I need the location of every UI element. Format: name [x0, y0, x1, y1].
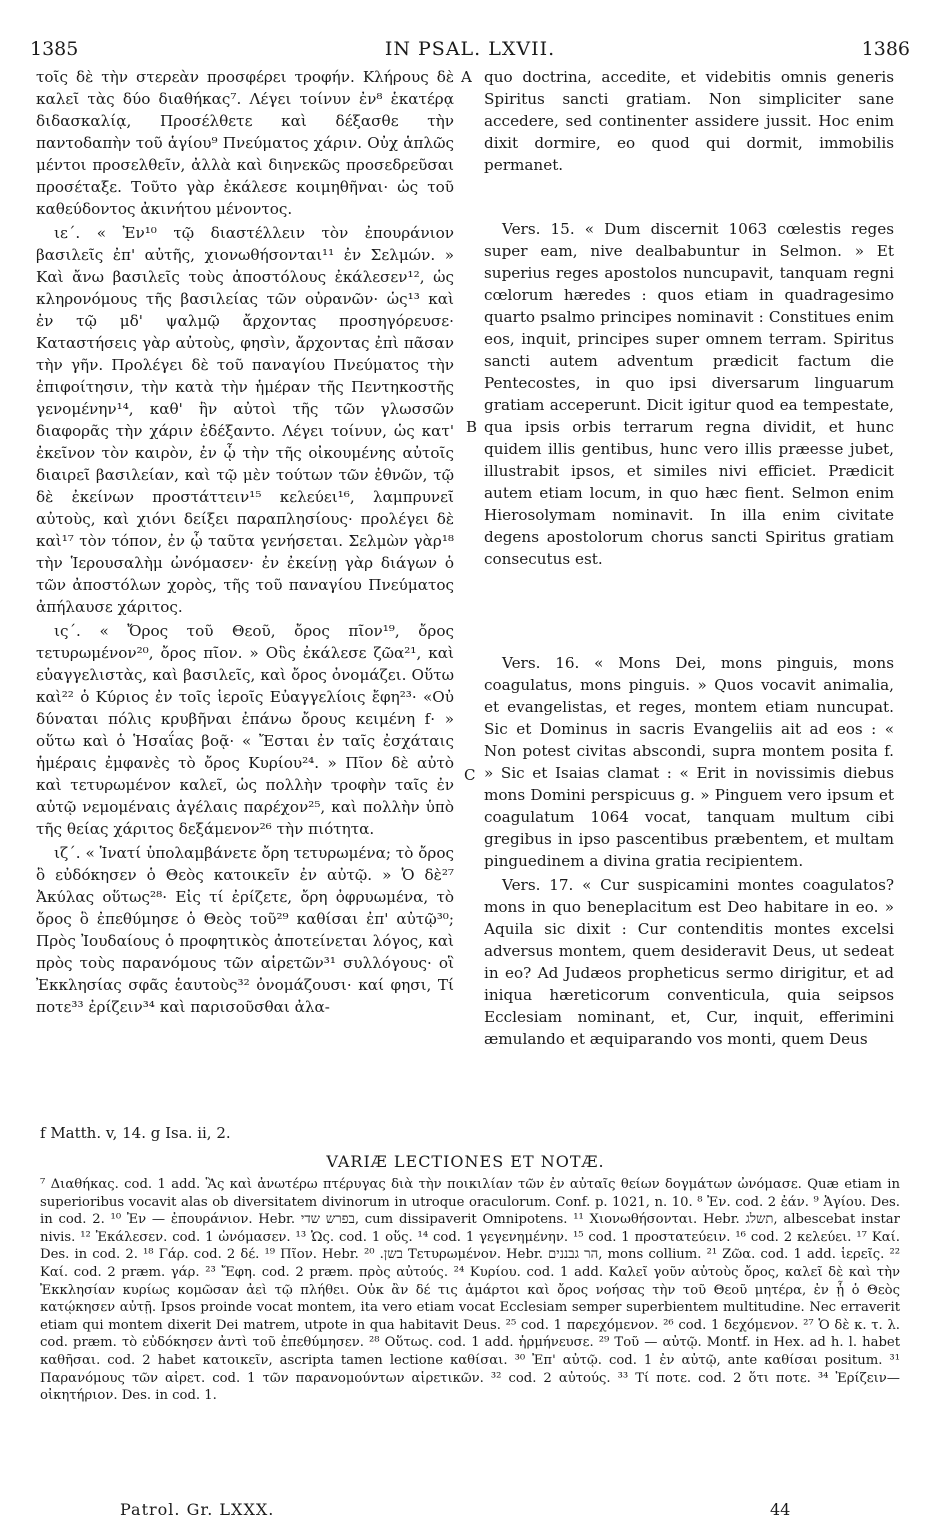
series-signature: Patrol. Gr. LXXX. — [120, 1500, 275, 1519]
greek-paragraph-4: ιζ΄. « Ἱνατί ὑπολαμβάνετε ὄρη τετυρωμένα; τὸ ὄρος ὃ εὐδόκησεν ὁ Θεὸς κατοικεῖν ἐν αὐτῷ. » Ὁ δὲ²⁷ Ἀκύλας οὕτως²⁸· Εἰς τί ἐρίζετε, ὄρη ὀφρυωμένα, τὸ ὄρος ὃ ἐπεθύμησε ὁ Θεὸς τοῦ²⁹ καθίσαι ἐπ' αὐτῷ³⁰; Πρὸς Ἰουδαίους ὁ προφητικὸς ἀποτείνεται λόγος, καὶ πρὸς τοὺς παρανόμους τῶν αἱρετῶν³¹ συλλόγους· οἳ Ἐκκλησίας σφᾶς ἑαυτοὺς³² ὀνομάζουσι· καί φησι, Τί ποτε³³ ἐρίζειν³⁴ καὶ παρισοῦσθαι ἀλα- — [36, 844, 454, 1016]
margin-letter-c: C — [464, 766, 476, 784]
latin-paragraph-3: Vers. 16. « Mons Dei, mons pinguis, mons coagulatus, mons pinguis. » Quos vocavit animalia, et evangelistas, et reges, montem etiam nuncupat. Sic et Dominus in sacris Evangeliis ait ad eos : « Non potest civitas abscondi, supra montem posita f. » Sic et Isaias clamat : « Erit in novissimis diebus mons Domini perspicuus g. » Pinguem vero ipsum et coagulatum 1064 vocat, tanquam multum cibi gregibus in ipso pascentibus præbentem, et multam pinguedinem a divina gratia recipientem. — [484, 654, 894, 870]
page-header — [30, 38, 910, 64]
right-page-number: 1386 — [861, 38, 910, 60]
greek-paragraph-2: ιε΄. « Ἐν¹⁰ τῷ διαστέλλειν τὸν ἐπουράνιον βασιλεῖς ἐπ' αὐτῆς, χιονωθήσονται¹¹ ἐν Σελμών. » Καὶ ἄνω βασιλεῖς τοὺς ἀποστόλους ἐκάλεσεν¹², ὡς κληρονόμους τῆς βασιλείας τῶν οὐρανῶν· ὡς¹³ καὶ ἐν τῷ μδ' ψαλμῷ ἄρχοντας προσηγόρευσε· Καταστήσεις γὰρ αὐτοὺς, φησὶν, ἄρχοντας ἐπὶ πᾶσαν τὴν γῆν. Προλέγει δὲ τοῦ παναγίου Πνεύματος τὴν ἐπιφοίτησιν, τὴν κατὰ τὴν ἡμέραν τῆς Πεντηκοστῆς γενομένην¹⁴, καθ' ἣν αὐτοὶ τῆς τῶν γλωσσῶν διαφορᾶς τὴν χάριν ἐδέξαντο. Λέγει τοίνυν, ὡς κατ' ἐκεῖνον τὸν καιρὸν, ἐν ᾧ τὴν τῆς οἰκουμένης αὐτοῖς διαιρεῖ βασιλείαν, καὶ τῷ μὲν τούτων τῶν ἐθνῶν, τῷ δὲ ἐκείνων προστάττειν¹⁵ κελεύει¹⁶, λαμπρυνεῖ αὐτοὺς, καὶ χιόνι δείξει παραπλησίους· προλέγει δὲ καὶ¹⁷ τὸν τόπον, ἐν ᾧ ταῦτα γενήσεται. Σελμὼν γὰρ¹⁸ τὴν Ἱερουσαλὴμ ὠνόμασεν· ἐν ἐκείνῃ γὰρ διάγων ὁ τῶν ἀποστόλων χορὸς, τῆς τοῦ παναγίου Πνεύματος ἀπήλαυσε χάριτος. — [36, 224, 454, 616]
latin-column — [484, 66, 894, 1136]
margin-letter-a: A — [461, 68, 472, 86]
signature-number: 44 — [770, 1500, 791, 1519]
notes-heading: VARIÆ LECTIONES ET NOTÆ. — [326, 1152, 605, 1171]
margin-letter-b: B — [466, 418, 478, 436]
left-page-number: 1385 — [30, 38, 79, 60]
greek-paragraph-1: τοῖς δὲ τὴν στερεὰν προσφέρει τροφήν. Κλήρους δὲ καλεῖ τὰς δύο διαθήκας⁷. Λέγει τοίνυν ἐν⁸ ἑκατέρᾳ διδασκαλίᾳ, Προσέλθετε καὶ δέξασθε τὴν παντοδαπὴν τοῦ ἁγίου⁹ Πνεύματος χάριν. Οὐχ ἁπλῶς μέντοι προσελθεῖν, ἀλλὰ καὶ διηνεκῶς προσεδρεῦσαι προσέταξε. Τοῦτο γὰρ ἐκάλεσε κοιμηθῆναι· ὡς τοῦ καθεύδοντος ἀκινήτου μένοντος. — [36, 68, 454, 218]
spacer — [484, 178, 894, 218]
scripture-footnotes: f Matth. v, 14. g Isa. ii, 2. — [40, 1124, 231, 1142]
greek-paragraph-3: ις΄. « Ὄρος τοῦ Θεοῦ, ὄρος πῖον¹⁹, ὄρος τετυρωμένον²⁰, ὄρος πῖον. » Οὓς ἐκάλεσε ζῶα²¹, καὶ εὐαγγελιστὰς, καὶ βασιλεῖς, καὶ ὄρος ὀνομάζει. Οὕτω καὶ²² ὁ Κύριος ἐν τοῖς ἱεροῖς Εὐαγγελίοις ἔφη²³· «Οὐ δύναται πόλις κρυβῆναι ἐπάνω ὄρους κειμένη f· » οὕτω καὶ ὁ Ἡσαΐας βοᾷ· « Ἔσται ἐν ταῖς ἐσχάταις ἡμέραις ἐμφανὲς τὸ ὄρος Κυρίου²⁴. » Πῖον δὲ αὐτὸ καὶ τετυρωμένον καλεῖ, ὡς πολλὴν τροφὴν ταῖς ἐν αὐτῷ νεμομέναις ἀγέλαις παρέχον²⁵, καὶ πολλὴν ὑπὸ τῆς θείας χάριτος δεξάμενον²⁶ τὴν πιότητα. — [36, 622, 454, 838]
greek-column — [36, 66, 454, 1136]
latin-paragraph-1: quo doctrina, accedite, et videbitis omnis generis Spiritus sancti gratiam. Non simpliciter sane accedere, sed continenter assidere jussit. Hoc enim dixit dormire, eo quod qui dormit, immobilis permanet. — [484, 68, 894, 174]
latin-paragraph-4: Vers. 17. « Cur suspicamini montes coagulatos? mons in quo beneplacitum est Deo habitare in eo. » Aquila sic dixit : Cur contenditis montes excelsi adversus montem, quem desideravit Deus, ut sedeat in eo? Ad Judæos propheticus sermo dirigitur, et ad iniqua hæreticorum conventicula, quia seipsos Ecclesiam nominant, et, Cur, inquit, efferimini æmulando et æquiparando vos monti, quem Deus — [484, 876, 894, 1048]
variant-readings-notes: ⁷ Διαθήκας. cod. 1 add. Ἃς καὶ ἀνωτέρω πτέρυγας διὰ τὴν ποικιλίαν τῶν ἐν αὐταῖς θείων δογμάτων ὠνόμασε. Quæ etiam in superioribus vocavit alas ob diversitatem divinorum in utroque oraculorum. Conf. p. 1021, n. 10. ⁸ Ἐν. cod. 2 ἐάν. ⁹ Ἁγίου. Des. in cod. 2. ¹⁰ Ἐν — ἐπουράνιον. Hebr. בפרש שדי, cum dissipaverit Omnipotens. ¹¹ Χιονωθήσονται. Hebr. תשלג, albescebat instar nivis. ¹² Ἐκάλεσεν. cod. 1 ὠνόμασεν. ¹³ Ὡς. cod. 1 οὕς. ¹⁴ cod. 1 γεγενημένην. ¹⁵ cod. 1 προστατεύειν. ¹⁶ cod. 2 κελεύει. ¹⁷ Καί. Des. in cod. 2. ¹⁸ Γάρ. cod. 2 δέ. ¹⁹ Πῖον. Hebr. בשן. ²⁰ Τετυρωμένον. Hebr. הר גבננים, mons collium. ²¹ Ζῶα. cod. 1 add. ἱερεῖς. ²² Καί. cod. 2 præm. γάρ. ²³ Ἔφη. cod. 2 præm. πρὸς αὐτούς. ²⁴ Κυρίου. cod. 1 add. Καλεῖ γοῦν αὐτοὺς ὄρος, καλεῖ δὲ καὶ τὴν Ἐκκλησίαν κυρίως κομῶσαν ἀεὶ τῷ πλήθει. Οὐκ ἂν δέ τις ἁμάρτοι καὶ ὄρος νοήσας τὴν τοῦ Θεοῦ μητέρα, ἐν ᾗ ὁ Θεὸς κατῴκησεν αὐτῇ. Ipsos proinde vocat montem, ita vero etiam vocat Ecclesiam semper superbientem multitudine. Nec erraverit etiam qui montem dixerit Dei matrem, utpote in qua habitavit Deus. ²⁵ cod. 1 παρεχόμενον. ²⁶ cod. 1 δεχόμενον. ²⁷ Ὁ δὲ κ. τ. λ. cod. præm. τὸ εὐδόκησεν ἀντὶ τοῦ ἐπεθύμησεν. ²⁸ Οὕτως. cod. 1 add. ἡρμήνευσε. ²⁹ Τοῦ — αὐτῷ. Montf. in Hex. ad h. l. habet καθῆσαι. cod. 2 habet κατοικεῖν, ascripta tamen lectione καθίσαι. ³⁰ Ἐπ' αὐτῷ. cod. 1 ἐν αὐτῷ, ante καθίσαι positum. ³¹ Παρανόμους τῶν αἱρετ. cod. 1 τῶν παρανομούντων αἱρετικῶν. ³² cod. 2 αὐτούς. ³³ Τί ποτε. cod. 2 ὅτι ποτε. ³⁴ Ἐρίζειν—οἰκητήριον. Des. in cod. 1. — [40, 1177, 901, 1404]
latin-paragraph-2: Vers. 15. « Dum discernit 1063 cœlestis reges super eam, nive dealbabuntur in Selmon. » Et superius reges apostolos nuncupavit, tanquam regni cœlorum hæredes : quos etiam in quadragesimo quarto psalmo principes nominavit : Constitues enim eos, inquit, principes super omnem terram. Spiritus sancti autem adventum prædicit factum die Pentecostes, in quo ipsi diversarum linguarum gratiam acceperunt. Dicit igitur quod ea tempestate, qua ipsis orbis terrarum regna dividit, et hunc quidem illis gentibus, hunc vero illis præesse jubet, illustrabit ipsos, et similes nivi efficiet. Prædicit autem etiam locum, in quo hæc fient. Selmon enim Hierosolymam nominavit. In illa enim civitate degens apostolorum chorus sancti Spiritus gratiam consecutus est. — [484, 220, 894, 568]
spacer — [484, 572, 894, 652]
page-footer — [40, 1500, 900, 1524]
running-title: IN PSAL. LXVII. — [384, 38, 556, 60]
